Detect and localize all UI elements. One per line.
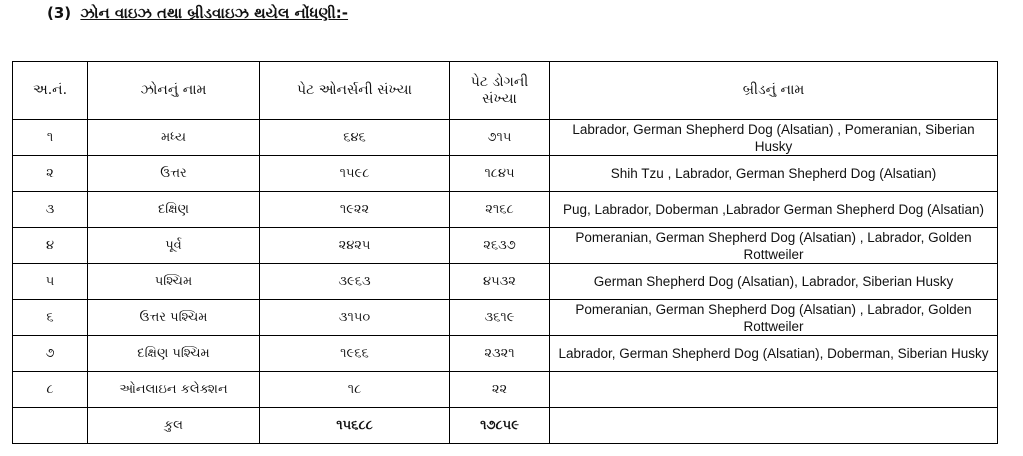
cell-serial: ૪ — [13, 228, 88, 264]
cell-breeds-empty — [550, 408, 998, 444]
cell-owners: ૧૫૯૮ — [260, 156, 450, 192]
header-pet-owners-count: પેટ ઓનર્સની સંખ્યા — [260, 62, 450, 120]
cell-zone: મધ્ય — [88, 120, 260, 156]
total-row — [13, 408, 998, 444]
cell-owners: ૨૪૨૫ — [260, 228, 450, 264]
cell-serial: ૩ — [13, 192, 88, 228]
cell-breeds: Pomeranian, German Shepherd Dog (Alsatian) , Labrador, Golden Rottweiler — [550, 300, 998, 336]
cell-zone: ઉત્તર — [88, 156, 260, 192]
cell-breeds: Labrador, German Shepherd Dog (Alsatian) , Pomeranian, Siberian Husky — [550, 120, 998, 156]
cell-owners: ૬૪૬ — [260, 120, 450, 156]
section-title: ઝોન વાઇઝ તથા બ્રીડવાઇઝ થયેલ નોંધણી:- — [80, 4, 349, 22]
cell-serial: ૨ — [13, 156, 88, 192]
section-heading — [47, 4, 348, 22]
cell-breeds: Shih Tzu , Labrador, German Shepherd Dog (Alsatian) — [550, 156, 998, 192]
cell-owners: ૩૧૫૦ — [260, 300, 450, 336]
cell-zone: પશ્ચિમ — [88, 264, 260, 300]
total-label: કુલ — [88, 408, 260, 444]
cell-owners: ૧૯૨૨ — [260, 192, 450, 228]
table-row — [13, 300, 998, 336]
zone-breed-registration-table — [12, 61, 998, 444]
cell-zone: પૂર્વ — [88, 228, 260, 264]
cell-dogs: ૨૩૨૧ — [450, 336, 550, 372]
cell-dogs: ૩૬૧૯ — [450, 300, 550, 336]
cell-owners: ૩૯૬૩ — [260, 264, 450, 300]
section-number: (3) — [47, 4, 72, 22]
cell-dogs: ૭૧૫ — [450, 120, 550, 156]
table-row — [13, 156, 998, 192]
table-row — [13, 264, 998, 300]
header-zone-name: ઝોનનું નામ — [88, 62, 260, 120]
header-serial: અ.નં. — [13, 62, 88, 120]
table-row — [13, 192, 998, 228]
cell-serial: ૫ — [13, 264, 88, 300]
cell-breeds: Labrador, German Shepherd Dog (Alsatian), Doberman, Siberian Husky — [550, 336, 998, 372]
cell-zone: ઉત્તર પશ્ચિમ — [88, 300, 260, 336]
cell-serial-empty — [13, 408, 88, 444]
cell-dogs: ૧૮૪૫ — [450, 156, 550, 192]
cell-breeds: Pug, Labrador, Doberman ,Labrador German Shepherd Dog (Alsatian) — [550, 192, 998, 228]
cell-breeds: German Shepherd Dog (Alsatian), Labrador, Siberian Husky — [550, 264, 998, 300]
cell-dogs: ૨૨ — [450, 372, 550, 408]
cell-breeds — [550, 372, 998, 408]
table-row — [13, 120, 998, 156]
cell-dogs: ૨૧૬૮ — [450, 192, 550, 228]
table-row — [13, 228, 998, 264]
cell-breeds: Pomeranian, German Shepherd Dog (Alsatian) , Labrador, Golden Rottweiler — [550, 228, 998, 264]
cell-serial: ૮ — [13, 372, 88, 408]
cell-dogs: ૨૬૩૭ — [450, 228, 550, 264]
total-dogs: ૧૭૮૫૯ — [450, 408, 550, 444]
table-header-row — [13, 62, 998, 120]
cell-dogs: ૪૫૩૨ — [450, 264, 550, 300]
cell-serial: ૧ — [13, 120, 88, 156]
table-row — [13, 372, 998, 408]
cell-owners: ૧૮ — [260, 372, 450, 408]
total-owners: ૧૫૬૮૮ — [260, 408, 450, 444]
cell-serial: ૭ — [13, 336, 88, 372]
header-pet-dogs-count: પેટ ડોગની સંખ્યા — [450, 62, 550, 120]
header-breed-name: બ્રીડનું નામ — [550, 62, 998, 120]
cell-zone: દક્ષિણ — [88, 192, 260, 228]
cell-zone: ઓનલાઇન કલેક્શન — [88, 372, 260, 408]
cell-zone: દક્ષિણ પશ્ચિમ — [88, 336, 260, 372]
cell-owners: ૧૯૬૬ — [260, 336, 450, 372]
cell-serial: ૬ — [13, 300, 88, 336]
table-row — [13, 336, 998, 372]
